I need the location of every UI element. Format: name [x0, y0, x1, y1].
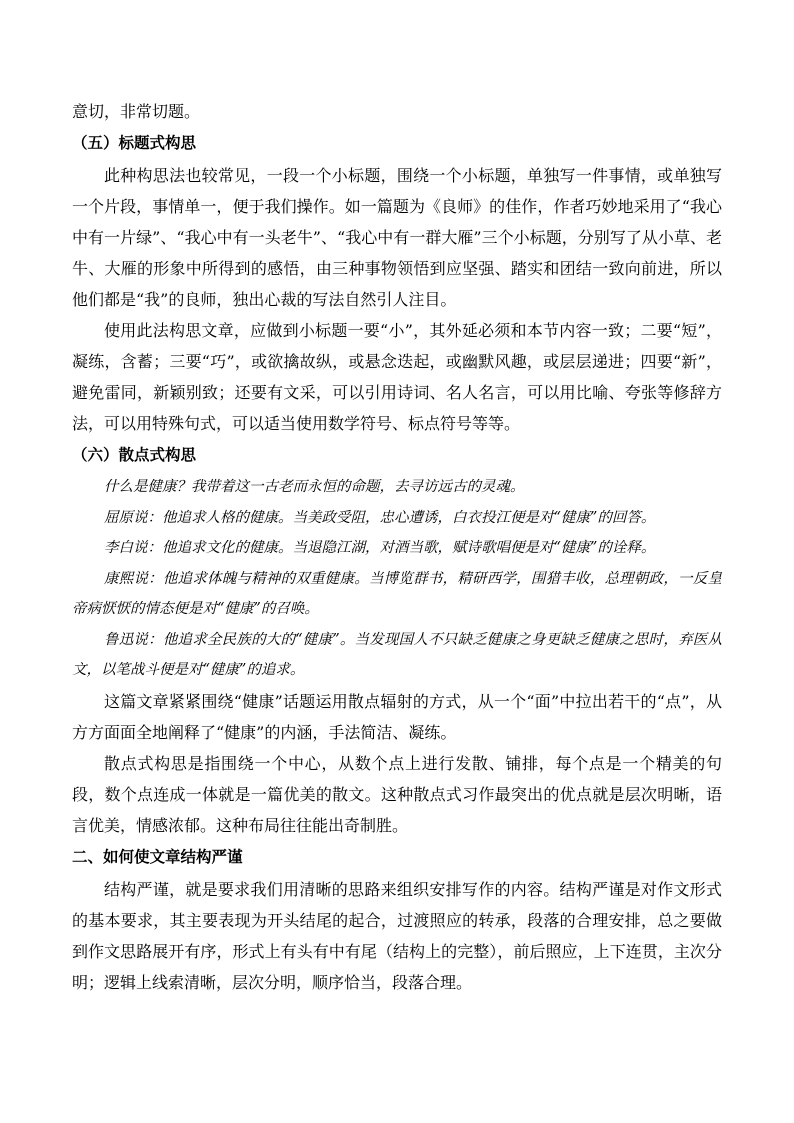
paragraph-title-method-usage: 使用此法构思文章，应做到小标题一要“小”，其外延必须和本节内容一致；二要“短”，凝练，含蓄；三要“巧”，或欲擒故纵，或悬念迭起，或幽默风趣，或层层递进；四要“新”，避免雷同，新颖别致；还要有文采，可以引用诗词、名人名言，可以用比喻、夸张等修辞方法，可以用特殊句式，可以适当使用数学符号、标点符号等等。 — [72, 321, 722, 433]
paragraph-continuation: 意切，非常切题。 — [72, 102, 201, 121]
paragraph-structure: 结构严谨，就是要求我们用清晰的思路来组织安排写作的内容。结构严谨是对作文形式的基本要求，其主要表现为开头结尾的起合，过渡照应的转承，段落的合理安排，总之要做到作文思路展开有序，形式上有头有中有尾（结构上的完整），前后照应，上下连贯，主次分明；逻辑上线索清晰，层次分明，顺序恰当，段落合理。 — [72, 879, 722, 992]
quote-luxun: 鲁迅说：他追求全民族的大的“健康”。当发现国人不只缺乏健康之身更缺乏健康之思时，弃医从文，以笔战斗便是对“健康”的追求。 — [72, 631, 722, 678]
section-heading-6: （六）散点式构思 — [72, 446, 197, 464]
quote-kangxi: 康熙说：他追求体魄与精神的双重健康。当博览群书，精研西学，围猎丰收，总理朝政，一反皇帝病恹恹的情态便是对“健康”的召唤。 — [72, 570, 722, 617]
quote-intro: 什么是健康？我带着这一古老而永恒的命题，去寻访远古的灵魂。 — [104, 479, 525, 495]
paragraph-title-method: 此种构思法也较常见，一段一个小标题，围绕一个小标题，单独写一件事情，或单独写一个片段，事情单一，便于我们操作。如一篇题为《良师》的佳作，作者巧妙地采用了“我心中有一片绿”、“我心中有一头老牛”、“我心中有一群大雁”三个小标题，分别写了从小草、老牛、大雁的形象中所得到的感悟，由三种事物领悟到应坚强、踏实和团结一致向前进，所以他们都是“我”的良师，独出心裁的写法自然引人注目。 — [72, 166, 722, 309]
quote-libai: 李白说：他追求文化的健康。当退隐江湖，对酒当歌，赋诗歌唱便是对“健康”的诠释。 — [104, 540, 656, 556]
document-page — [72, 96, 722, 998]
quote-quyuan: 屈原说：他追求人格的健康。当美政受阻，忠心遭诱，白衣投江便是对“健康”的回答。 — [104, 509, 656, 526]
paragraph-analysis: 这篇文章紧紧围绕“健康”话题运用散点辐射的方式，从一个“面”中拉出若干的“点”，从方方面面全地阐释了“健康”的内涵，手法简洁、凝练。 — [72, 691, 722, 742]
section-heading-2: 二、如何使文章结构严谨 — [72, 847, 243, 866]
paragraph-scatter-method: 散点式构思是指围绕一个中心，从数个点上进行发散、铺排，每个点是一个精美的句段，数个点连成一体就是一篇优美的散文。这种散点式习作最突出的优点就是层次明晰，语言优美，情感浓郁。这种布局往往能出奇制胜。 — [72, 753, 722, 835]
section-heading-5: （五）标题式构思 — [72, 134, 197, 152]
